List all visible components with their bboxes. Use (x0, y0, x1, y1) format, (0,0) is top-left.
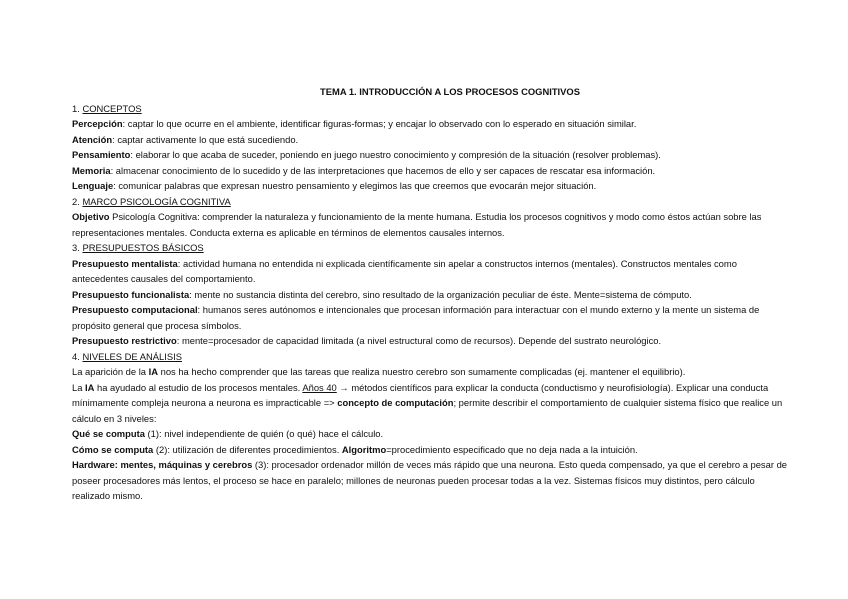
section-title: PRESUPUESTOS BÁSICOS (82, 242, 204, 253)
term: Objetivo (72, 211, 110, 222)
definition: : almacenar conocimiento de lo sucedido y de las interpretaciones que hacemos de ello y ser capaces de rescatar esa información. (110, 164, 656, 176)
section-title: NIVELES DE ANÁLISIS (82, 350, 182, 362)
paragraph (72, 287, 788, 303)
term: Algoritmo (341, 443, 387, 455)
definition: : captar activamente lo que está sucediendo. (112, 133, 299, 145)
paragraph (72, 163, 788, 179)
section-heading-2 (72, 194, 788, 210)
section-heading-3 (72, 240, 788, 256)
definition: =procedimiento especificado que no deja nada a la intuición. (386, 443, 638, 455)
term: Percepción (72, 118, 123, 129)
definition: : mente no sustancia distinta del cerebro, sino resultado de la organización peculiar de éste. Mente=sistema de cómputo. (189, 288, 692, 300)
section-number: 1. (72, 102, 80, 114)
term: Presupuesto computacional (72, 304, 198, 315)
text: → métodos científicos para explicar la conducta (conductismo y neurofisiología). Explicar una conducta mínimamente compleja neurona a neurona es impracticable => (72, 381, 769, 408)
term: Presupuesto mentalista (72, 257, 178, 269)
term: Pensamiento (72, 149, 131, 160)
section-number: 4. (72, 350, 80, 362)
underlined-text: Años 40 (302, 381, 337, 393)
term: Hardware: mentes, máquinas y cerebros (72, 459, 253, 470)
paragraph (72, 426, 788, 442)
section-title: CONCEPTOS (82, 102, 142, 114)
text: nos ha hecho comprender que las tareas que realiza nuestro cerebro son sumamente complicadas (ej. mantener el equilibrio). (158, 366, 686, 377)
definition: : actividad humana no entendida ni explicada científicamente sin apelar a constructos internos (mentales). Constructos mentales como antecedentes causales del comportamiento. (72, 257, 737, 284)
term: Atención (72, 133, 113, 145)
definition: : elaborar lo que acaba de suceder, poniendo en juego nuestro conocimiento y compresión de la situación (resolver problemas). (130, 149, 661, 160)
section-heading-1 (72, 101, 788, 117)
text: ; permite describir el comportamiento de cualquier sistema físico que realice un cálculo en 3 niveles: (72, 397, 783, 424)
term: Lenguaje (72, 180, 114, 191)
section-heading-4 (72, 349, 788, 365)
text: ha ayudado al estudio de los procesos mentales. (94, 381, 303, 393)
definition: (1): nivel independiente de quién (o qué) hace el cálculo. (144, 428, 384, 439)
paragraph (72, 457, 788, 504)
term: Qué se computa (72, 428, 145, 439)
term: Presupuesto restrictivo (72, 335, 177, 346)
paragraph (72, 364, 788, 380)
section-title: MARCO PSICOLOGÍA COGNITIVA (82, 195, 231, 207)
term: IA (85, 381, 95, 393)
definition: (2): utilización de diferentes procedimientos. (153, 443, 342, 455)
definition: : captar lo que ocurre en el ambiente, identificar figuras-formas; y encajar lo observado con lo esperado en situación similar. (122, 118, 637, 129)
paragraph (72, 178, 788, 194)
term: IA (148, 366, 158, 377)
paragraph (72, 380, 788, 427)
term: Presupuesto funcionalista (72, 288, 190, 300)
section-number: 2. (72, 195, 80, 207)
paragraph (72, 147, 788, 163)
paragraph (72, 442, 788, 458)
paragraph (72, 256, 788, 287)
paragraph (72, 333, 788, 349)
paragraph (72, 116, 788, 132)
text: La aparición de la (72, 366, 149, 377)
term: Cómo se computa (72, 443, 154, 455)
definition: (3): procesador ordenador millón de veces más rápido que una neurona. Esto queda compensado, ya que el cerebro a pesar de poseer procesadores más lentos, el proceso se hace en paralelo; millones de neuronas pueden procesar todas a la vez. Sistemas físicos muy distintos, pero cálculo realizado mismo. (72, 459, 787, 501)
definition: : comunicar palabras que expresan nuestro pensamiento y elegimos las que creemos que evocarán mejor situación. (113, 180, 597, 191)
paragraph (72, 302, 788, 333)
paragraph (72, 132, 788, 148)
text: La (72, 381, 86, 393)
definition: : humanos seres autónomos e intencionales que procesan información para interactuar con el mundo externo y la mente un sistema de propósito general que procesa símbolos. (72, 304, 760, 331)
term: concepto de computación (337, 397, 454, 408)
document-title: TEMA 1. INTRODUCCIÓN A LOS PROCESOS COGNITIVOS (320, 86, 580, 97)
paragraph (72, 209, 788, 240)
definition: Psicología Cognitiva: comprender la naturaleza y funcionamiento de la mente humana. Estudia los procesos cognitivos y modo como éstos actúan sobre las representaciones mentales. Conducta externa es aplicable en términos de elementos causales internos. (72, 211, 762, 238)
definition: : mente=procesador de capacidad limitada (a nivel estructural como de recursos). Depende del sustrato neurológico. (176, 335, 662, 346)
term: Memoria (72, 164, 111, 176)
section-number: 3. (72, 242, 80, 253)
